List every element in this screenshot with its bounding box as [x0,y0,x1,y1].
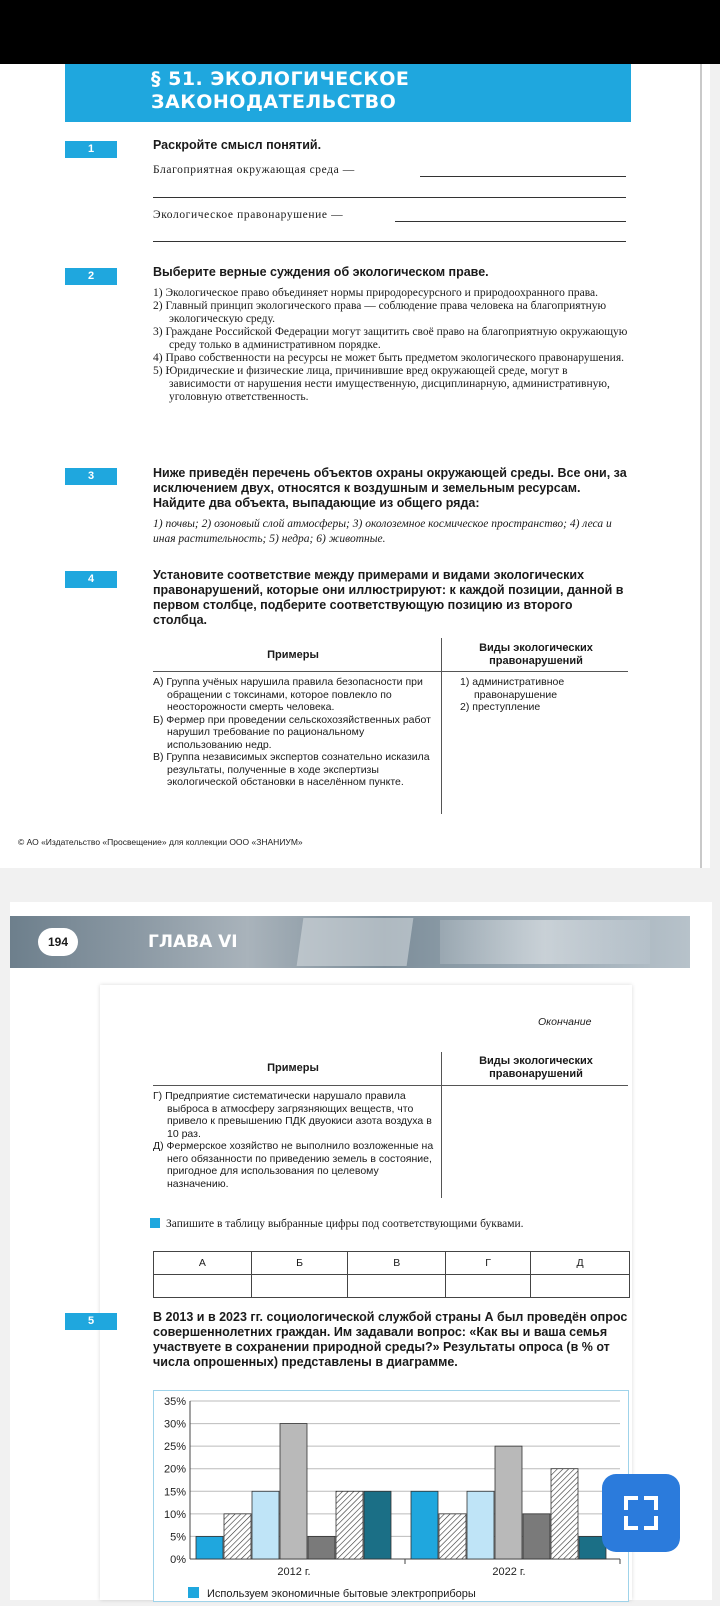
y-tick-label: 10% [163,1508,186,1521]
task-1-question: Раскройте смысл понятий. [153,138,322,152]
answer-cell[interactable] [154,1275,252,1298]
type-item: 1) административное правонарушение [460,676,565,701]
answer-cell[interactable] [531,1275,630,1298]
answer-table [153,1251,630,1298]
section-banner [65,64,631,122]
term-2: Экологическое правонарушение — [153,209,344,221]
bar [495,1446,522,1559]
y-tick-label: 35% [163,1396,186,1408]
task-5-question: В 2013 и в 2023 гг. социологической службой страны А был проведён опрос совершеннолетних граждан. Им задавали вопрос: «Как вы и ваша семья участвуете в сохранении природной среды?» Результаты опроса (в % от числа опрошенных) представлены в диаграмме. [153,1310,628,1369]
task-3-options: 1) почвы; 2) озоновый слой атмосферы; 3) околоземное космическое пространство; 4) леса и иная растительность; 5) недра; 6) животные. [153,518,612,545]
type-item: 2) преступление [460,701,541,713]
chart-frame [153,1390,629,1602]
write-instruction [150,1217,630,1231]
y-tick-label: 20% [163,1463,186,1476]
legend-swatch [188,1587,199,1598]
task-number-5: 5 [65,1313,117,1330]
answer-line[interactable] [153,197,626,198]
legend-label: Используем экономичные бытовые электроприборы [207,1588,476,1600]
example-item: Г) Предприятие систематически нарушало правила выброса в атмосферу загрязняющих веществ, что привело к превышению ПДК двуокиси азота воздуха в 10 раз. [153,1090,432,1140]
top-status-bar [0,0,720,64]
answer-cell[interactable] [348,1275,446,1298]
examples-column [153,1090,436,1190]
table-divider [153,671,628,672]
bar [280,1424,307,1559]
table-divider [441,638,442,814]
answer-cell[interactable] [251,1275,348,1298]
bar [364,1491,391,1559]
list-item: 4) Право собственности на ресурсы не может быть предметом экологического правонарушения. [153,352,625,364]
list-item: 5) Юридические и физические лица, причинившие вред окружающей среде, могут в зависимости от нарушения нести имущественную, дисциплинарную, административную, уголовную ответственность. [153,365,610,403]
table-divider [441,1052,442,1198]
task-number-4: 4 [65,571,117,588]
bar [196,1536,223,1559]
y-tick-label: 25% [163,1441,186,1454]
page-edge [700,64,702,868]
chart-legend [188,1587,476,1600]
answer-letter: А [154,1252,252,1275]
bar [551,1469,578,1559]
answer-line[interactable] [395,221,626,222]
x-tick-label: 2012 г. [277,1566,311,1578]
answer-letter: В [348,1252,446,1275]
answer-cell[interactable] [446,1275,531,1298]
task-3-question: Ниже приведён перечень объектов охраны окружающей среды. Все они, за исключением двух, относятся к воздушным и земельным ресурсам. Найдите два объекта, выпадающие из общего ряда: [153,466,627,510]
table-header-examples: Примеры [267,649,319,661]
task-number-1: 1 [65,141,117,158]
answer-letter: Д [531,1252,630,1275]
bar [336,1491,363,1559]
table-header-examples: Примеры [267,1062,319,1074]
examples-column [153,676,436,789]
bar [467,1491,494,1559]
task-number-3: 3 [65,468,117,485]
fullscreen-button[interactable] [602,1474,680,1552]
list-item: 2) Главный принцип экологического права — соблюдение права человека на благоприятную экологическую среду. [153,300,607,325]
section-title [151,68,671,114]
continuation-label: Окончание [538,1016,592,1028]
types-column [460,676,620,714]
judgement-list [153,287,630,404]
answer-line[interactable] [420,176,626,177]
answer-line[interactable] [153,241,626,242]
task-2-question: Выберите верные суждения об экологическом праве. [153,265,489,279]
bar [224,1514,251,1559]
page-number: 194 [38,928,78,956]
x-tick-label: 2022 г. [492,1566,526,1578]
table-divider [153,1085,628,1086]
write-instruction-text: Запишите в таблицу выбранные цифры под соответствующими буквами. [166,1218,524,1230]
bar [252,1491,279,1559]
bar [523,1514,550,1559]
example-item: Б) Фермер при проведении сельскохозяйственных работ нарушил требование по рациональному использованию недр. [153,713,431,751]
table-header-types: Виды экологических правонарушений [479,642,593,667]
bar [439,1514,466,1559]
copyright: © АО «Издательство «Просвещение» для коллекции ООО «ЗНАНИУМ» [18,837,303,847]
y-tick-label: 30% [163,1418,186,1431]
bar [308,1536,335,1559]
fullscreen-icon [602,1474,680,1552]
list-item: 1) Экологическое право объединяет нормы природоресурсного и природоохранного права. [153,287,598,299]
band-photo-area [440,920,650,964]
section-title-line2: ЗАКОНОДАТЕЛЬСТВО [151,91,397,113]
y-tick-label: 15% [163,1486,186,1499]
example-item: В) Группа независимых экспертов сознательно исказила результаты, полученные в ходе экспертизы экологической обстановки в населённом пункте. [153,751,430,788]
example-item: Д) Фермерское хозяйство не выполнило возложенные на него обязанности по приведению земель в состояние, пригодное для использования по целевому назначению. [153,1140,434,1190]
bullet-square-icon [150,1218,160,1228]
section-title-line1: § 51. ЭКОЛОГИЧЕСКОЕ [151,68,410,90]
answer-letter: Б [251,1252,348,1275]
bar-chart [154,1391,628,1601]
y-tick-label: 0% [170,1554,186,1566]
term-1: Благоприятная окружающая среда — [153,164,355,176]
answer-letter: Г [446,1252,531,1275]
table-header-types: Виды экологических правонарушений [479,1055,593,1080]
example-item: А) Группа учёных нарушила правила безопасности при обращении с токсинами, которое повлекло по неосторожности смерть человека. [153,676,423,713]
chapter-title: ГЛАВА VI [148,932,238,952]
bar [411,1491,438,1559]
band-photo-area [297,918,414,966]
task-number-2: 2 [65,268,117,285]
list-item: 3) Граждане Российской Федерации могут защитить своё право на благоприятную окружающую среду только в административном порядке. [153,326,628,351]
y-tick-label: 5% [170,1531,186,1544]
task-4-question: Установите соответствие между примерами и видами экологических правонарушений, которые они иллюстрируют: к каждой позиции, данной в первом столбце, подберите соответствующую позицию из второго столбца. [153,568,624,627]
